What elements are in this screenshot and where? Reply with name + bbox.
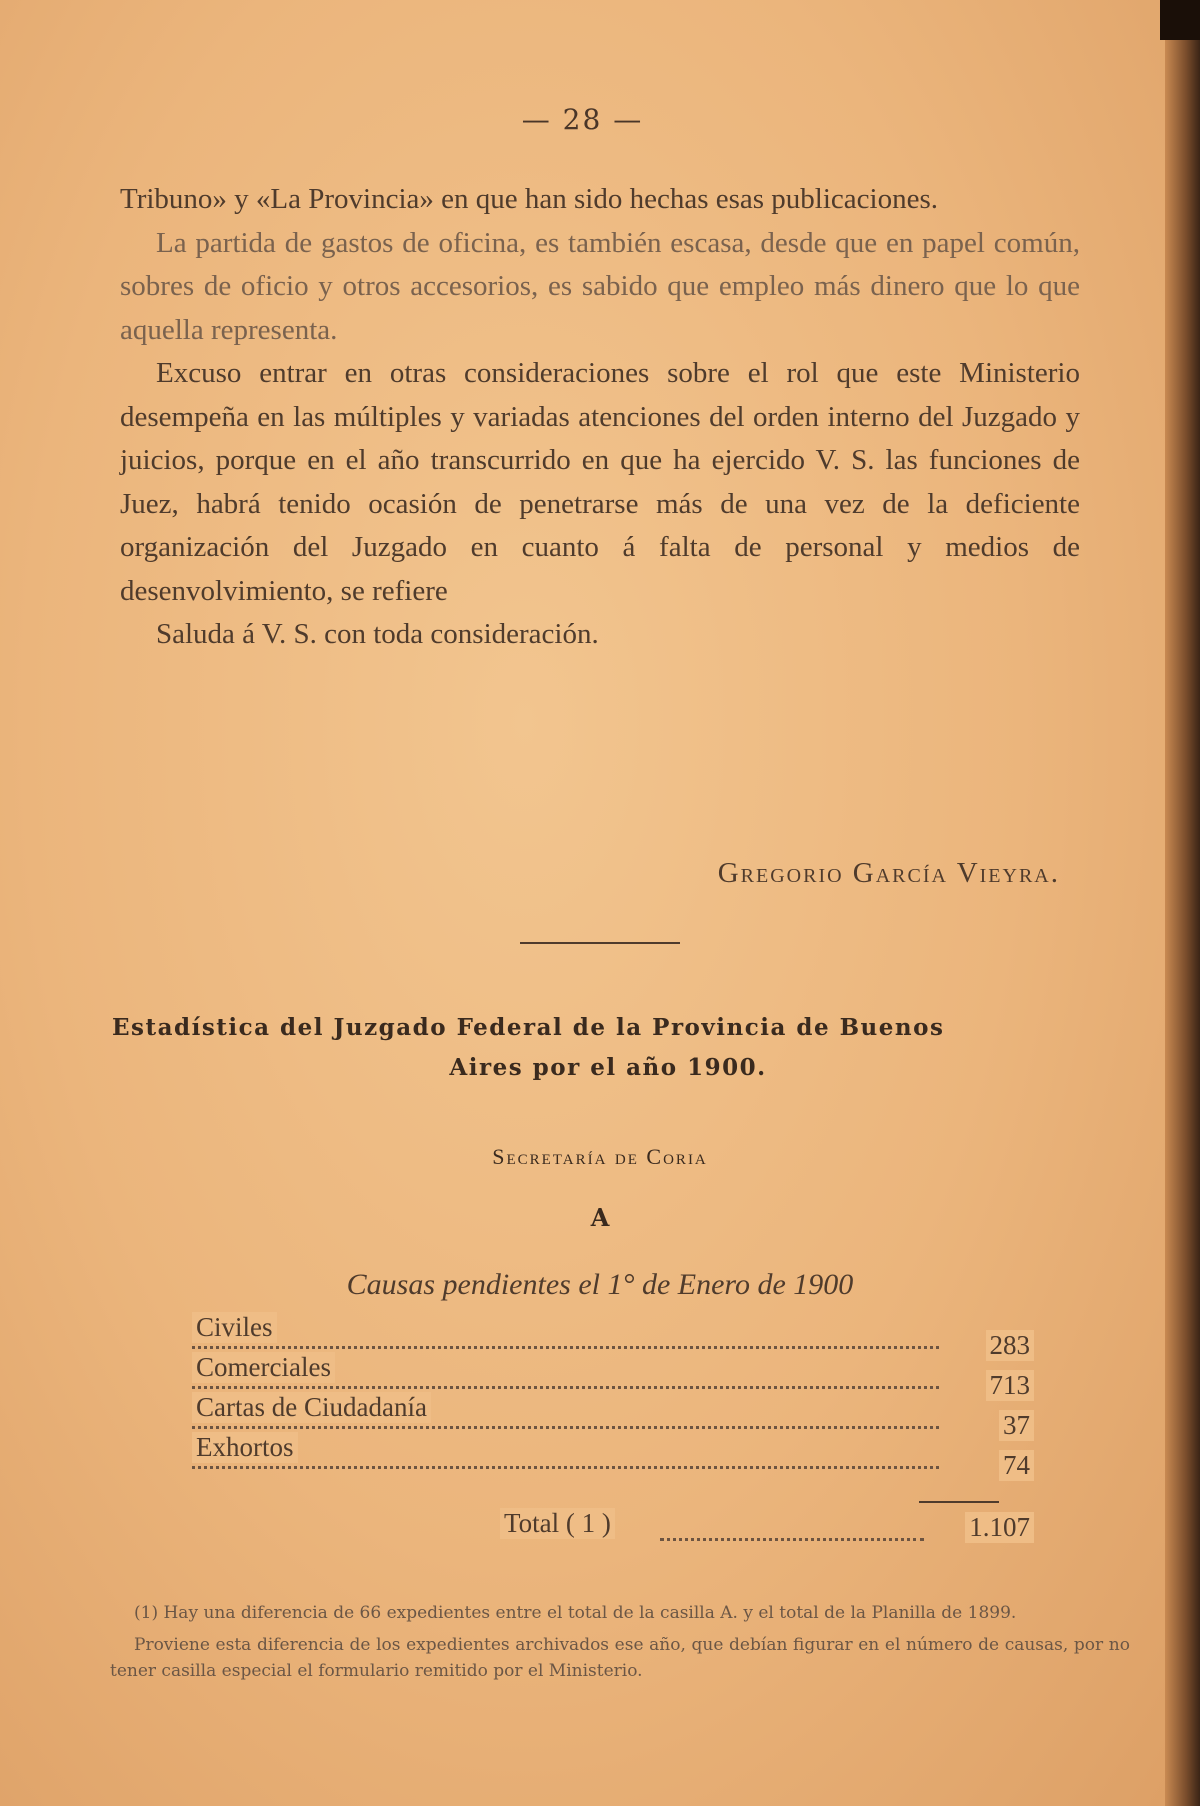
page-number: — 28 — (521, 103, 644, 136)
row-label: Cartas de Ciudadanía (192, 1392, 431, 1423)
row-value: 713 (986, 1370, 1035, 1401)
dot-leader (660, 1516, 924, 1541)
table-row (192, 1390, 1034, 1440)
paragraph-saluda: Saluda á V. S. con toda consideración. (156, 618, 599, 650)
row-label: Civiles (192, 1312, 277, 1343)
letter-body (120, 178, 1080, 657)
table-row (192, 1310, 1034, 1360)
paragraph-consideraciones: Excuso entrar en otras consideraciones sobre el rol que este Ministerio desempeña en las múltiples y variadas atenciones del orden interno del Juzgado y juicios, porque en el año transcurrido en que ha ejercido V. S. las funciones de Juez, habrá tenido ocasión de penetrarse más de una vez de la deficiente organización del Juzgado en cuanto á falta de personal y medios de desenvolvimiento, se refiere (120, 357, 1080, 607)
row-value: 37 (999, 1410, 1034, 1441)
statistics-title-line1: Estadística del Juzgado Federal de la Provincia de Buenos (112, 1014, 945, 1041)
footnotes (110, 1600, 1130, 1690)
paragraph-gastos: La partida de gastos de oficina, es también escasa, desde que en papel común, sobres de oficio y otros accesorios, es sabido que empleo más dinero que lo que aquella representa. (120, 226, 1080, 346)
signature: Gregorio García Vieyra. (717, 857, 1060, 889)
statistics-title (112, 1008, 1104, 1088)
statistics-title-line2: Aires por el año 1900. (449, 1054, 767, 1081)
table-row (192, 1350, 1034, 1400)
section-letter: A (590, 1203, 610, 1232)
section-divider (520, 942, 680, 944)
total-row (500, 1508, 1034, 1548)
page-edge-shadow (1165, 0, 1200, 1806)
total-rule (919, 1501, 999, 1503)
total-label: Total ( 1 ) (500, 1508, 615, 1539)
row-label: Comerciales (192, 1352, 335, 1383)
row-value: 283 (986, 1330, 1035, 1361)
footnote-2: Proviene esta diferencia de los expedientes archivados ese año, que debían figurar en el número de causas, por no tener casilla especial el formulario remitido por el Ministerio. (110, 1635, 1130, 1681)
paragraph-continuation: Tribuno» y «La Provincia» en que han sido hechas esas publicaciones. (120, 183, 939, 215)
footnote-1: (1) Hay una diferencia de 66 expedientes entre el total de la casilla A. y el total de la Planilla de 1899. (134, 1603, 1017, 1623)
secretaria-heading: Secretaría de Coria (492, 1144, 708, 1169)
dot-leader (192, 1316, 939, 1349)
row-value: 74 (999, 1450, 1034, 1481)
total-value: 1.107 (965, 1512, 1034, 1543)
row-label: Exhortos (192, 1432, 298, 1463)
table-heading: Causas pendientes el 1° de Enero de 1900 (346, 1268, 854, 1301)
table-row (192, 1430, 1034, 1480)
background-corner (1160, 0, 1200, 40)
pending-cases-table (192, 1310, 1034, 1480)
dot-leader (192, 1436, 939, 1469)
